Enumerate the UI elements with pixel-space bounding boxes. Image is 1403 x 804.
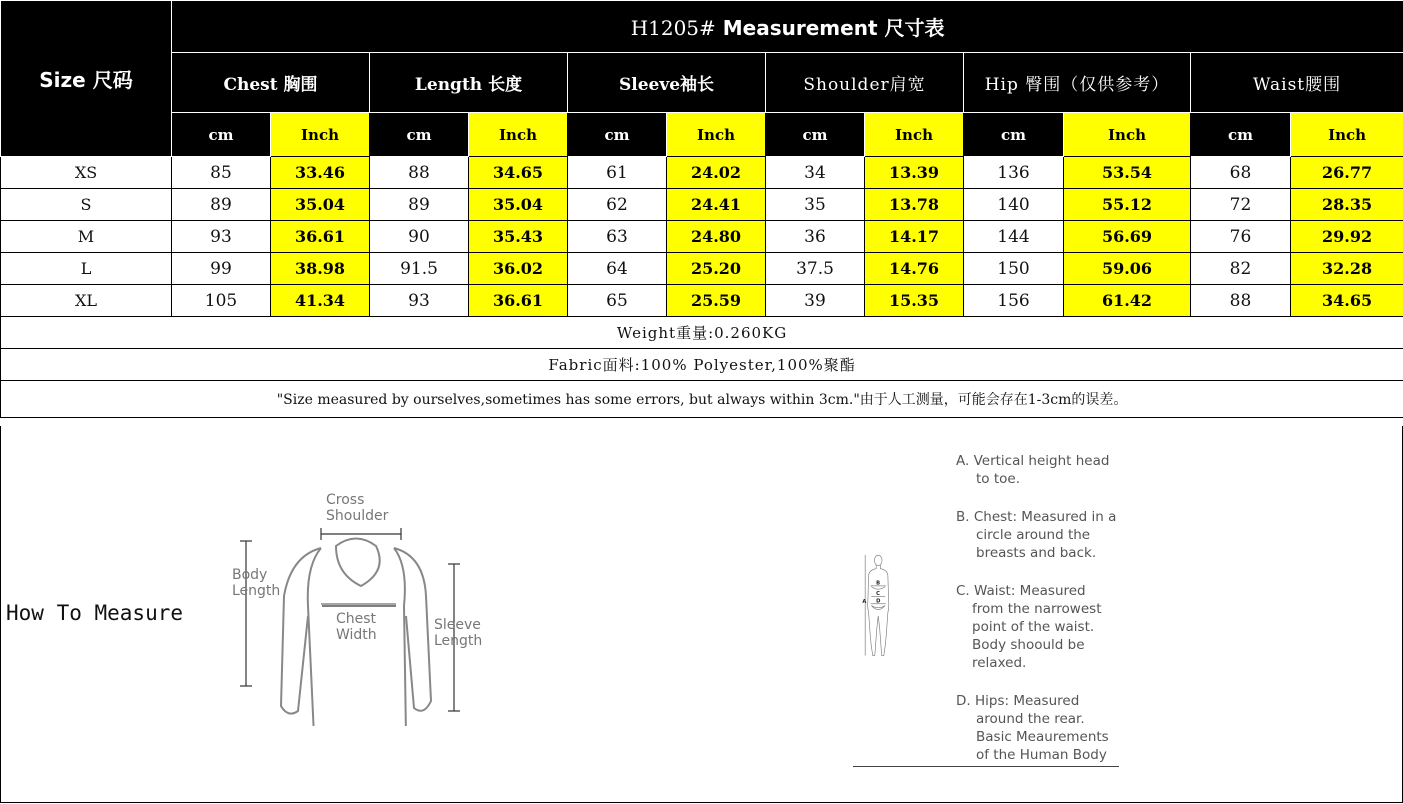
- inch-value: 34.65: [469, 157, 568, 189]
- inch-value: 35.04: [271, 189, 370, 221]
- legend-c-line: Body shoould be: [972, 637, 1085, 653]
- legend-c-line: C. Waist: Measured: [956, 583, 1086, 599]
- cm-value: 88: [1191, 285, 1291, 317]
- sweater-left-sleeve: [281, 548, 321, 714]
- inch-value: 36.02: [469, 253, 568, 285]
- letter-c: C: [876, 590, 880, 597]
- inch-value: 15.35: [865, 285, 964, 317]
- label-shoulder: Shoulder: [326, 508, 389, 524]
- cm-value: 82: [1191, 253, 1291, 285]
- inch-value: 36.61: [469, 285, 568, 317]
- cm-value: 34: [766, 157, 865, 189]
- legend-c-line: point of the waist.: [972, 619, 1095, 635]
- label-sleeve-length: Length: [434, 633, 483, 649]
- inch-value: 59.06: [1064, 253, 1191, 285]
- how-to-measure-label: How To Measure: [6, 601, 184, 625]
- title-text: Measurement 尺寸表: [722, 16, 945, 40]
- cm-value: 35: [766, 189, 865, 221]
- cm-value: 136: [964, 157, 1064, 189]
- cm-value: 39: [766, 285, 865, 317]
- cm-value: 140: [964, 189, 1064, 221]
- cm-value: 64: [568, 253, 667, 285]
- inch-value: 56.69: [1064, 221, 1191, 253]
- unit-inch: Inch: [667, 113, 766, 157]
- inch-value: 35.04: [469, 189, 568, 221]
- unit-cm: cm: [964, 113, 1064, 157]
- cm-value: 65: [568, 285, 667, 317]
- cm-value: 63: [568, 221, 667, 253]
- inch-value: 35.43: [469, 221, 568, 253]
- unit-cm: cm: [1191, 113, 1291, 157]
- cm-value: 156: [964, 285, 1064, 317]
- unit-cm: cm: [568, 113, 667, 157]
- size-row-l: [1, 253, 1403, 285]
- size-row-xs: [1, 157, 1403, 189]
- inch-value: 14.17: [865, 221, 964, 253]
- inch-value: 24.80: [667, 221, 766, 253]
- unit-cm: cm: [766, 113, 865, 157]
- legend-c-line: from the narrowest: [972, 601, 1102, 617]
- size-row-s: [1, 189, 1403, 221]
- inch-value: 13.78: [865, 189, 964, 221]
- size-label: L: [1, 253, 172, 285]
- label-body-length: Length: [232, 583, 281, 599]
- cm-value: 68: [1191, 157, 1291, 189]
- cm-value: 89: [172, 189, 271, 221]
- legend-d-line: D. Hips: Measured: [956, 693, 1080, 709]
- inch-value: 13.39: [865, 157, 964, 189]
- cm-value: 76: [1191, 221, 1291, 253]
- legend-d-line: around the rear.: [976, 711, 1085, 727]
- group-hip: Hip 臀围（仅供参考）: [964, 53, 1191, 113]
- inch-value: 25.20: [667, 253, 766, 285]
- inch-value: 61.42: [1064, 285, 1191, 317]
- legend-a: [956, 452, 1109, 488]
- cm-value: 105: [172, 285, 271, 317]
- inch-value: 24.02: [667, 157, 766, 189]
- inch-value: 38.98: [271, 253, 370, 285]
- figure-body: [868, 565, 889, 655]
- unit-inch: Inch: [1291, 113, 1403, 157]
- cm-value: 85: [172, 157, 271, 189]
- cm-value: 36: [766, 221, 865, 253]
- group-sleeve: Sleeve袖长: [568, 53, 766, 113]
- unit-cm: cm: [172, 113, 271, 157]
- inch-value: 24.41: [667, 189, 766, 221]
- fabric-info: Fabric面料:100% Polyester,100%聚酯: [1, 349, 1403, 381]
- human-body-diagram: [861, 444, 961, 774]
- inch-value: 14.76: [865, 253, 964, 285]
- inch-value: 26.77: [1291, 157, 1403, 189]
- inch-value: 25.59: [667, 285, 766, 317]
- label-sleeve: Sleeve: [434, 617, 481, 633]
- unit-inch: Inch: [1064, 113, 1191, 157]
- inch-value: 34.65: [1291, 285, 1403, 317]
- measurement-note: "Size measured by ourselves,sometimes has some errors, but always within 3cm."由于人工测量，可能会存在1-3cm的误差。: [1, 381, 1403, 418]
- legend-b-line: circle around the: [976, 527, 1091, 543]
- letter-d: D: [876, 598, 881, 605]
- inch-value: 41.34: [271, 285, 370, 317]
- cm-value: 89: [370, 189, 469, 221]
- unit-inch: Inch: [271, 113, 370, 157]
- letter-b: B: [876, 580, 881, 587]
- cm-value: 62: [568, 189, 667, 221]
- size-label: XS: [1, 157, 172, 189]
- unit-inch: Inch: [865, 113, 964, 157]
- inch-value: 29.92: [1291, 221, 1403, 253]
- size-label: M: [1, 221, 172, 253]
- legend-d-line: of the Human Body: [976, 747, 1107, 763]
- unit-inch: Inch: [469, 113, 568, 157]
- cm-value: 93: [370, 285, 469, 317]
- figure-head: [874, 555, 882, 565]
- cm-value: 72: [1191, 189, 1291, 221]
- inch-value: 53.54: [1064, 157, 1191, 189]
- label-body: Body: [232, 567, 268, 583]
- cm-value: 144: [964, 221, 1064, 253]
- chart-title: [172, 1, 1403, 53]
- weight-info: Weight重量:0.260KG: [1, 317, 1403, 349]
- cm-value: 91.5: [370, 253, 469, 285]
- cm-value: 150: [964, 253, 1064, 285]
- sweater-neck-shape: [336, 539, 380, 587]
- legend-b: [956, 508, 1116, 562]
- how-to-measure-section: [0, 426, 1403, 803]
- legend-b-line: breasts and back.: [976, 545, 1097, 561]
- inch-value: 28.35: [1291, 189, 1403, 221]
- inch-value: 36.61: [271, 221, 370, 253]
- cm-value: 61: [568, 157, 667, 189]
- unit-header-row: [1, 113, 1403, 157]
- size-label: S: [1, 189, 172, 221]
- title-code: H1205#: [630, 16, 716, 40]
- figure-hip: [871, 606, 885, 610]
- cm-value: 99: [172, 253, 271, 285]
- unit-cm: cm: [370, 113, 469, 157]
- group-waist: Waist腰围: [1191, 53, 1403, 113]
- sweater-diagram: [226, 476, 496, 726]
- legend-a-line: to toe.: [976, 471, 1020, 487]
- legend-b-line: B. Chest: Measured in a: [956, 509, 1117, 525]
- legend-c-line: relaxed.: [972, 655, 1027, 671]
- legend-d: [956, 692, 1109, 764]
- size-header: Size 尺码: [1, 1, 172, 157]
- legend-underline: [853, 766, 1119, 767]
- sweater-right-sleeve: [394, 548, 431, 711]
- inch-value: 55.12: [1064, 189, 1191, 221]
- letter-a: A: [862, 599, 867, 606]
- label-chest: Chest: [336, 611, 377, 627]
- inch-value: 32.28: [1291, 253, 1403, 285]
- inch-value: 33.46: [271, 157, 370, 189]
- size-row-m: [1, 221, 1403, 253]
- group-shoulder: Shoulder肩宽: [766, 53, 964, 113]
- group-header-row: [1, 53, 1403, 113]
- cm-value: 93: [172, 221, 271, 253]
- figure-chest: [871, 587, 885, 590]
- size-row-xl: [1, 285, 1403, 317]
- group-chest: Chest 胸围: [172, 53, 370, 113]
- size-label: XL: [1, 285, 172, 317]
- cm-value: 88: [370, 157, 469, 189]
- label-chest-width: Width: [336, 627, 377, 643]
- cm-value: 37.5: [766, 253, 865, 285]
- legend-a-line: A. Vertical height head: [956, 453, 1110, 469]
- cm-value: 90: [370, 221, 469, 253]
- legend-d-line: Basic Meaurements: [976, 729, 1109, 745]
- legend-c: [956, 582, 1101, 672]
- group-length: Length 长度: [370, 53, 568, 113]
- label-cross: Cross: [326, 492, 365, 508]
